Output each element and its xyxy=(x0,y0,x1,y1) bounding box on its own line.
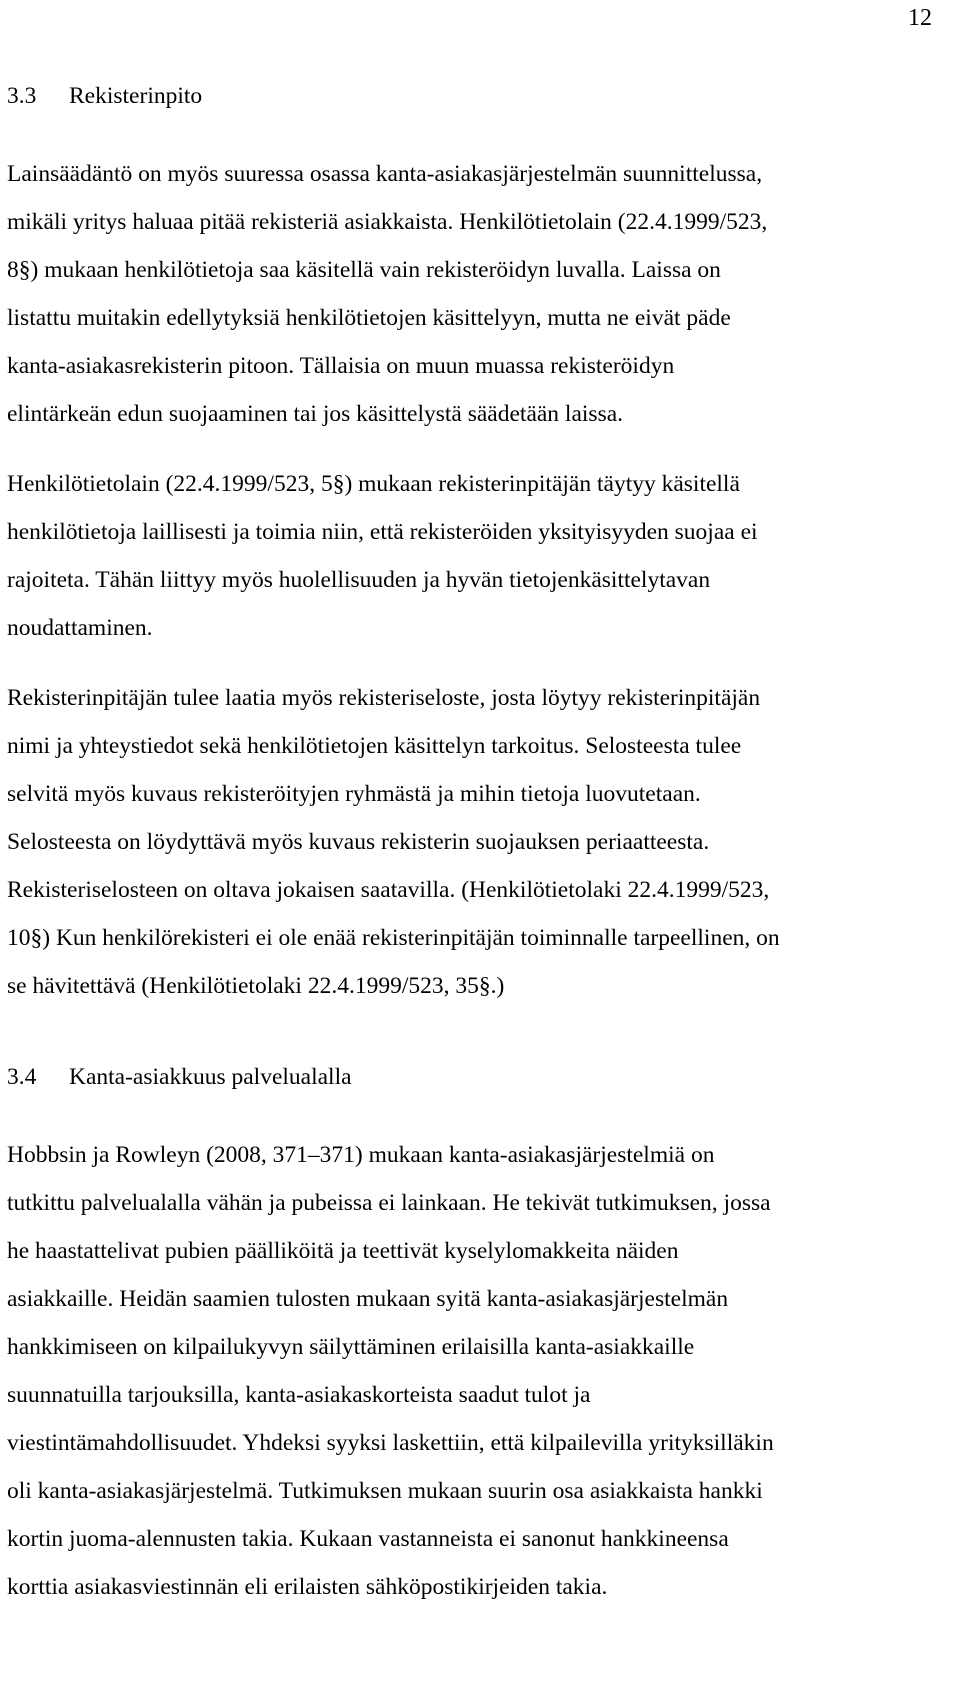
text-line: Hobbsin ja Rowleyn (2008, 371–371) mukaan kanta-asiakasjärjestelmiä on xyxy=(7,1142,715,1168)
text-line: kortin juoma-alennusten takia. Kukaan vastanneista ei sanonut hankkineensa xyxy=(7,1526,729,1552)
text-line: se hävitettävä (Henkilötietolaki 22.4.1999/523, 35§.) xyxy=(7,973,505,999)
text-line: tutkittu palvelualalla vähän ja pubeissa ei lainkaan. He tekivät tutkimuksen, jossa xyxy=(7,1190,771,1216)
paragraph xyxy=(7,674,947,1010)
text-line: mikäli yritys haluaa pitää rekisteriä asiakkaista. Henkilötietolain (22.4.1999/523, xyxy=(7,209,768,235)
section-title: Kanta-asiakkuus palvelualalla xyxy=(69,1064,352,1090)
text-line: Selosteesta on löydyttävä myös kuvaus rekisterin suojauksen periaatteesta. xyxy=(7,829,710,855)
text-line: elintärkeän edun suojaaminen tai jos käsittelystä säädetään laissa. xyxy=(7,401,624,427)
text-line: oli kanta-asiakasjärjestelmä. Tutkimuksen mukaan suurin osa asiakkaista hankki xyxy=(7,1478,763,1504)
section-number: 3.4 xyxy=(7,1064,37,1090)
text-line: Henkilötietolain (22.4.1999/523, 5§) mukaan rekisterinpitäjän täytyy käsitellä xyxy=(7,471,740,497)
section-title: Rekisterinpito xyxy=(69,83,203,109)
text-line: suunnatuilla tarjouksilla, kanta-asiakaskorteista saadut tulot ja xyxy=(7,1382,591,1408)
section-heading-3-4 xyxy=(7,1055,947,1099)
text-line: hankkimiseen on kilpailukyvyn säilyttäminen erilaisilla kanta-asiakkaille xyxy=(7,1334,695,1360)
text-line: viestintämahdollisuudet. Yhdeksi syyksi laskettiin, että kilpailevilla yrityksilläkin xyxy=(7,1430,774,1456)
paragraph xyxy=(7,1131,947,1611)
page-number: 12 xyxy=(908,5,932,31)
paragraph xyxy=(7,150,947,438)
text-line: henkilötietoja laillisesti ja toimia niin, että rekisteröiden yksityisyyden suojaa ei xyxy=(7,519,758,545)
text-line: Lainsäädäntö on myös suuressa osassa kanta-asiakasjärjestelmän suunnittelussa, xyxy=(7,161,763,187)
section-heading-3-3 xyxy=(7,74,947,118)
text-line: listattu muitakin edellytyksiä henkilötietojen käsittelyyn, mutta ne eivät päde xyxy=(7,305,731,331)
text-line: nimi ja yhteystiedot sekä henkilötietojen käsittelyn tarkoitus. Selosteesta tulee xyxy=(7,733,742,759)
text-line: noudattaminen. xyxy=(7,615,153,641)
text-line: selvitä myös kuvaus rekisteröityjen ryhmästä ja mihin tietoja luovutetaan. xyxy=(7,781,701,807)
text-line: Rekisterinpitäjän tulee laatia myös rekisteriseloste, josta löytyy rekisterinpitäjän xyxy=(7,685,761,711)
text-line: kanta-asiakasrekisterin pitoon. Tällaisia on muun muassa rekisteröidyn xyxy=(7,353,675,379)
text-line: he haastattelivat pubien päälliköitä ja teettivät kyselylomakkeita näiden xyxy=(7,1238,679,1264)
text-line: 10§) Kun henkilörekisteri ei ole enää rekisterinpitäjän toiminnalle tarpeellinen, on xyxy=(7,925,780,951)
section-number: 3.3 xyxy=(7,83,37,109)
document-body xyxy=(7,74,947,1611)
text-line: korttia asiakasviestinnän eli erilaisten sähköpostikirjeiden takia. xyxy=(7,1574,608,1600)
text-line: 8§) mukaan henkilötietoja saa käsitellä vain rekisteröidyn luvalla. Laissa on xyxy=(7,257,721,283)
text-line: Rekisteriselosteen on oltava jokaisen saatavilla. (Henkilötietolaki 22.4.1999/523, xyxy=(7,877,770,903)
text-line: rajoiteta. Tähän liittyy myös huolellisuuden ja hyvän tietojenkäsittelytavan xyxy=(7,567,711,593)
paragraph xyxy=(7,460,947,652)
text-line: asiakkaille. Heidän saamien tulosten mukaan syitä kanta-asiakasjärjestelmän xyxy=(7,1286,729,1312)
